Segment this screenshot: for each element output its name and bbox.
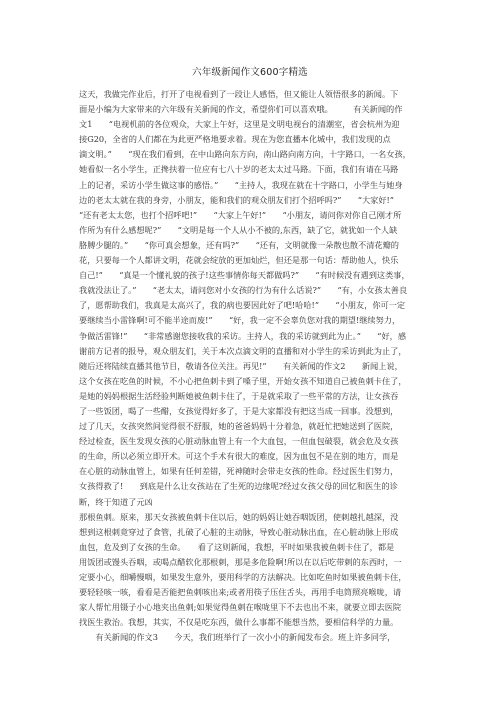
- text-line: 谢前方记者的报导，观众朋友们，关于本次点滴文明的直播和对小学生的采访到此为止了，: [79, 345, 407, 356]
- text-line: 那根鱼刺。原来，那天女孩被鱼刺卡住以后，她的妈妈让她吞咽饭团，使刺越扎越深，没: [79, 511, 399, 522]
- text-line: 边的老太太就在我的身旁，小朋友，能和我们的观众朋友们打个招呼吗?” “大家好!”: [79, 194, 394, 205]
- text-line: 随后还将陆续直播其他节目，敬请各位关注。再见!” 有关新闻的作文2 新闻上说，: [79, 360, 403, 371]
- text-line: 了一些饭团，喝了一些醋，女孩觉得好多了，于是大家都没有把这当成一回事。没想到，: [79, 405, 399, 416]
- text-line: 自己!” “真是一个懂礼貌的孩子!这些事情你每天都做吗?” “有时候没有遇到这类事，: [79, 270, 410, 281]
- text-line: 女孩得救了! 到底是什么让女孩站在了生死的边缘呢?经过女孩父母的回忆和医生的诊: [79, 481, 398, 492]
- text-line: 血包，危及到了女孩的生命。 看了这则新闻，我想，平时如果我被鱼刺卡住了，都是: [79, 541, 395, 552]
- article-body: [79, 87, 419, 645]
- text-line: 面是小编为大家带来的六年级有关新闻的作文，希望你们可以喜欢哦。 有关新闻的作: [79, 104, 403, 115]
- text-line: 胳膊少腿的。” “你可真会想象，还有吗?” “还有，文明就像一朵散也散不清花瓣的: [79, 239, 399, 250]
- text-line: 接G20，全省的人们都在为此更严格地要求着。现在为您直播本化城中，我们发现的点: [79, 134, 391, 145]
- text-line: 上的记者，采访小学生做这事的感悟。” “主持人，我现在就在十字路口，小学生与她身: [79, 179, 403, 190]
- text-line: 作所为有什么感想呢?” “文明是每一个人从小不被的,东西，缺了它，就犹如一个人缺: [79, 224, 398, 235]
- text-line: 要轻轻咳一咳，看看是否能把鱼刺咳出来;或者用筷子压住舌头，再用手电筒照亮喉咙，请: [79, 587, 402, 598]
- text-line: 花，只要每一个人都讲文明，花就会绽放的更加灿烂，但还是那一句话：帮助他人，快乐: [79, 255, 399, 266]
- text-line: 滴文明。” “现在我们看到，在中山路向东方向，南山路向南方向，十字路口，一名女孩，: [79, 149, 411, 160]
- text-line: 争做活雷锋!” “非常感谢您接收我的采访。主持人，我的采访就到此为止。” “好，感: [79, 330, 407, 341]
- text-line: 了，愿帮助我们，我真是太高兴了，我的病也要因此好了吧!哈哈!” “小朋友，你可一定: [79, 300, 406, 311]
- text-line: 用饭团或馒头吞咽，或喝点醋软化那根刺，那是多危险啊!所以在以后吃带刺的东西时，一: [79, 556, 402, 567]
- text-line: “还有老太太您，也打个招呼吧!” “大家上午好!” “小朋友，请问你对你自己刚才所: [79, 209, 402, 220]
- text-line: 我就没法让了。” “老太太，请问您对小女孩的行为有什么话说?” “有，小女孩太善良: [79, 285, 408, 296]
- text-line: 这个女孩在吃鱼的时候，不小心把鱼刺卡到了嗓子里，开始女孩不知道自己被鱼刺卡住了，: [79, 375, 407, 386]
- text-line: 有关新闻的作文3 今天，我们班举行了一次小小的新闻发布会。班上许多同学，: [79, 632, 396, 643]
- text-line: 文1 “电视机前的各位观众，大家上午好，这里是文明电视台的清潮室，省会杭州为迎: [79, 119, 400, 130]
- text-line: 是她的妈妈根据生活经验判断她被鱼刺卡住了，于是就采取了一些平常的方法，让女孩吞: [79, 390, 399, 401]
- text-line: 找医生救治。我想，其实，不仅是吃东西，做什么事都不能想当然，要相信科学的力量。: [79, 617, 399, 628]
- page-title: 六年级新闻作文600字精选: [192, 67, 308, 78]
- text-line: 定要小心，细嚼慢咽，如果发生意外，要用科学的方法解决。比如吃鱼时如果被鱼刺卡住，: [79, 572, 407, 582]
- text-line: 过了几天，女孩突然间觉得很不舒服，她的爸爸妈妈十分着急，就赶忙把她送到了医院，: [79, 421, 399, 432]
- text-line: 她看似一名小学生，正搀扶着一位应有七八十岁的老太太过马路。下面，我们有请在马路: [79, 164, 399, 175]
- text-line: 这天，我做完作业后，打开了电视看到了一段让人感悟，但又能让人领悟很多的新闻。下: [79, 89, 399, 99]
- text-line: 经过检查，医生发现女孩的心脏动脉血管上有一个大血包，一但血包破裂，就会危及女孩: [79, 436, 399, 447]
- text-line: 的生命，所以必须立即开术。可这个手术有很大的难度，因为血包不是在别的地方，而是: [79, 451, 399, 462]
- text-line: 家人帮忙用镊子小心地夹出鱼刺;如果觉得鱼刺在喉咙里下不去也出不来，就要立即去医院: [79, 602, 402, 613]
- text-line: 在心脏的动脉血管上，如果有任何差错，死神随时会带走女孩的性命。经过医生们努力，: [79, 466, 399, 477]
- text-line: 断，终于知道了元凶: [79, 496, 153, 507]
- text-line: 要继续当小雷锋啊!可不能半途而废!” “好，我一定不会辜负您对我的期望!继续努力，: [79, 315, 401, 326]
- text-line: 想到这根刺竟穿过了食管，扎破了心脏的主动脉，导致心脏动脉出血，在心脏动脉上形成: [79, 526, 399, 537]
